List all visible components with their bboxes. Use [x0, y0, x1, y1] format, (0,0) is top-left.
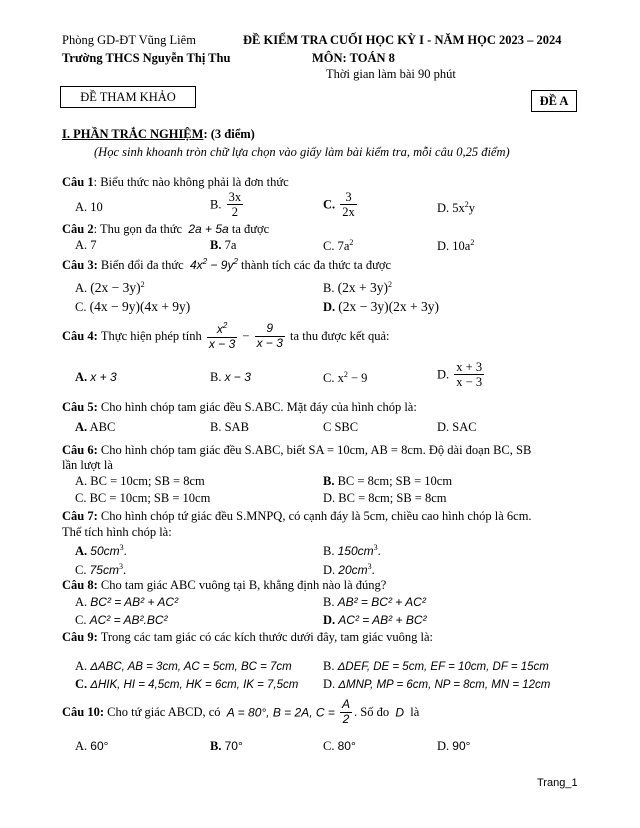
department-name: Phòng GD-ĐT Vũng Liêm [62, 33, 196, 47]
q8-option-a: A. BC² = AB² + AC² [75, 595, 179, 609]
section-title: I. PHẦN TRẮC NGHIỆM [62, 127, 204, 141]
q2-option-c: C. $7a^2$ [323, 238, 354, 254]
question-7: Câu 7: Cho hình chóp tứ giác đều S.MNPQ, có cạnh đáy là 5cm, chiều cao hình chóp là 6cm. [62, 509, 532, 523]
q2-option-b: B. 7a [210, 238, 237, 252]
q1-option-d: D. $5x^2y$ [437, 200, 476, 216]
school-name: Trường THCS Nguyễn Thị Thu [62, 51, 231, 65]
page-number: Trang_1 [537, 777, 578, 789]
q1-text: : Biểu thức nào không phải là đơn thức [93, 175, 289, 189]
reference-box [60, 86, 196, 108]
q5-option-d: D. SAC [437, 420, 477, 434]
q9-option-a: A. ΔABC, AB = 3cm, AC = 5cm, BC = 7cm [75, 659, 292, 673]
exam-duration: Thời gian làm bài 90 phút [326, 67, 456, 81]
question-6-line2: lần lượt là [62, 458, 113, 472]
question-6: Câu 6: Cho hình chóp tam giác đều S.ABC, biết SA = 10cm, AB = 8cm. Độ dài đoạn BC, SB [62, 443, 532, 457]
question-1 [62, 175, 289, 190]
q8-option-b: B. AB² = BC² + AC² [323, 595, 426, 609]
question-2: Câu 2: Thu gọn đa thức 2a + 5a ta được [62, 222, 270, 236]
question-3: Câu 3: Biến đổi đa thức $4x^2 - 9y^2$ thành tích các đa thức ta được [62, 257, 392, 272]
q7-option-b: B. $150cm^3$. [323, 543, 381, 559]
q10-option-a: A. 60° [75, 739, 109, 753]
q7-option-c: C. $75cm^3$. [75, 562, 127, 578]
question-4: Câu 4: Thực hiện phép tính $\frac{x^2}{x - 3}$ − $\frac{9}{x - 3}$ ta thu được kết quả: [62, 321, 390, 351]
q5-option-b: B. SAB [210, 420, 249, 434]
q4-option-d: D. $\frac{x + 3}{x - 3}$ [437, 360, 483, 390]
subject-title: MÔN: TOÁN 8 [312, 51, 395, 65]
q8-option-d: D. AC² = AB² + BC² [323, 613, 427, 627]
q9-option-b: B. ΔDEF, DE = 5cm, EF = 10cm, DF = 15cm [323, 659, 549, 673]
question-8: Câu 8: Cho tam giác ABC vuông tại B, khẳng định nào là đúng? [62, 578, 387, 592]
reference-label: ĐỀ THAM KHẢO [80, 90, 176, 104]
q4-option-b: B. x − 3 [210, 370, 251, 384]
q8-option-c: C. AC² = AB².BC² [75, 613, 168, 627]
q3-option-b: B. $(2x + 3y)^2$ [323, 280, 392, 296]
q7-option-a: A. $50cm^3$. [75, 543, 127, 559]
q5-option-a: A. ABC [75, 420, 116, 434]
q10-option-d: D. 90° [437, 739, 471, 753]
section-points: : (3 điểm) [203, 127, 255, 141]
section-instruction: (Học sinh khoanh tròn chữ lựa chọn vào giấy làm bài kiểm tra, mỗi câu 0,25 điểm) [94, 145, 510, 159]
q6-option-c: C. BC = 10cm; SB = 10cm [75, 491, 211, 505]
q2-option-d: D. $10a^2$ [437, 238, 475, 254]
q4-option-c: C. $x^2 - 9$ [323, 370, 368, 386]
question-10: Câu 10: Cho tứ giác ABCD, có A = 80°, B = 2A, C = $\frac{A}{2}$ . Số đo D là [62, 697, 420, 726]
q10-option-c: C. 80° [323, 739, 356, 753]
q9-option-c: C. ΔHIK, HI = 4,5cm, HK = 6cm, IK = 7,5cm [75, 677, 299, 691]
q1-option-c: C. $\frac{3}{2x}$ [323, 190, 355, 220]
q1-option-b: B. $\frac{3x}{2}$ [210, 190, 242, 220]
q6-option-b: B. BC = 8cm; SB = 10cm [323, 474, 453, 488]
question-9: Câu 9: Trong các tam giác có các kích thước dưới đây, tam giác vuông là: [62, 630, 434, 644]
exam-title: ĐỀ KIỂM TRA CUỐI HỌC KỲ I - NĂM HỌC 2023 – 2024 [243, 33, 562, 47]
section-heading [62, 127, 255, 142]
q7-option-d: D. $20cm^3$. [323, 562, 375, 578]
q10-option-b: B. 70° [210, 739, 243, 753]
q5-option-c: C SBC [323, 420, 359, 434]
version-box [531, 90, 577, 112]
version-label: ĐỀ A [539, 94, 569, 108]
q3-option-c: C. (4x − 9y)(4x + 9y) [75, 299, 191, 314]
q6-option-a: A. BC = 10cm; SB = 8cm [75, 474, 205, 488]
q2-option-a: A. 7 [75, 238, 97, 252]
question-5: Câu 5: Cho hình chóp tam giác đều S.ABC. Mặt đáy của hình chóp là: [62, 400, 417, 414]
question-7-line2: Thể tích hình chóp là: [62, 525, 172, 539]
q1-label: Câu 1 [62, 175, 94, 189]
q3-option-d: D. (2x − 3y)(2x + 3y) [323, 299, 439, 314]
q6-option-d: D. BC = 8cm; SB = 8cm [323, 491, 447, 505]
q4-option-a: A. x + 3 [75, 370, 117, 384]
q3-option-a: A. $(2x - 3y)^2$ [75, 280, 145, 296]
q9-option-d: D. ΔMNP, MP = 6cm, NP = 8cm, MN = 12cm [323, 677, 551, 691]
q1-option-a: A. 10 [75, 200, 103, 214]
